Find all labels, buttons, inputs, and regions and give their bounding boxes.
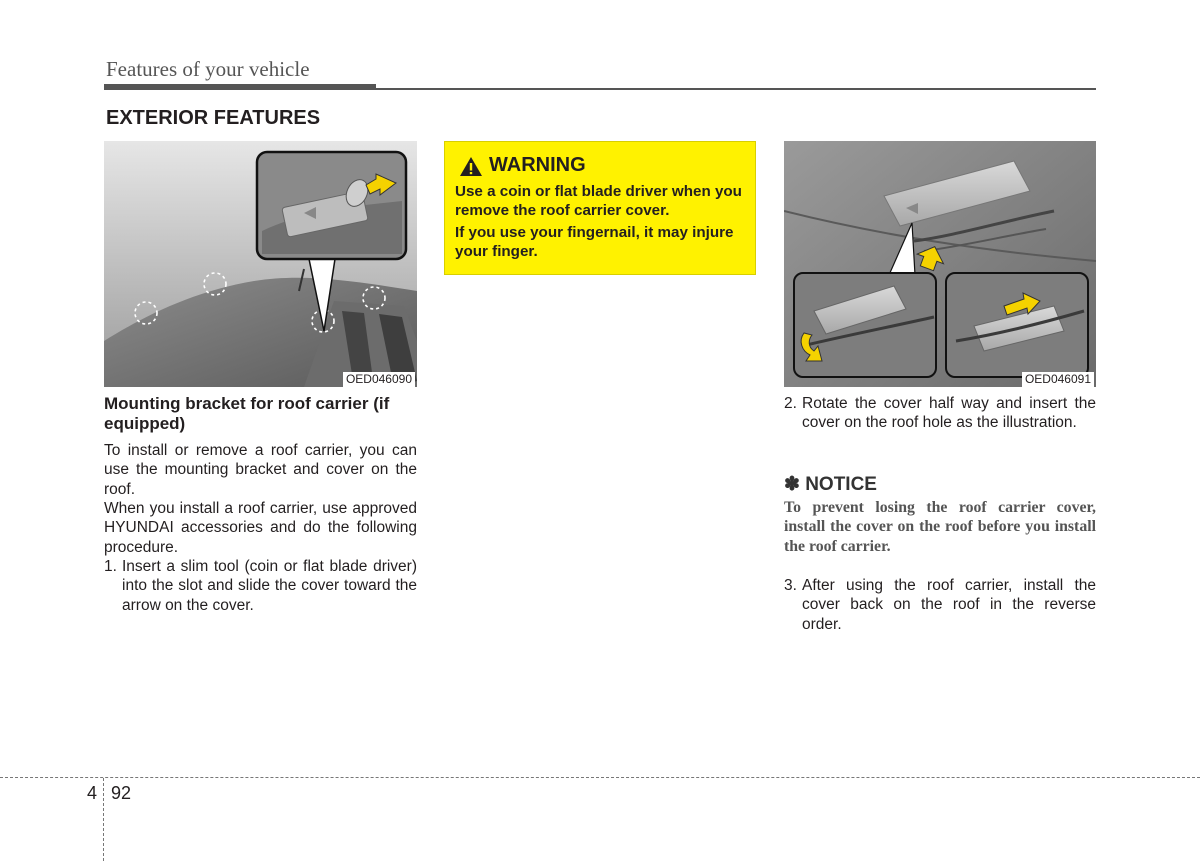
header-rule-thick xyxy=(104,84,376,90)
step-text: Rotate the cover half way and insert the cover on the roof hole as the illustration. xyxy=(802,395,1096,432)
paragraph-intro: To install or remove a roof carrier, you can use the mounting bracket and cover on the roof. xyxy=(104,442,417,498)
step-number: 1. xyxy=(104,558,117,575)
warning-box xyxy=(444,141,756,275)
figure-code: OED046091 xyxy=(1022,372,1094,387)
warning-title: WARNING xyxy=(489,154,586,176)
notice-symbol-icon: ✽ xyxy=(784,474,800,495)
car-roof-illustration xyxy=(104,141,417,387)
section-title: Features of your vehicle xyxy=(106,57,310,81)
roof-carrier-figure-right xyxy=(784,141,1096,387)
header-rule-thin xyxy=(376,88,1096,90)
notice-text: To prevent losing the roof carrier cover, install the cover on the roof before you install the roof carrier. xyxy=(784,499,1096,555)
cover-installation-illustration xyxy=(784,141,1096,387)
step-number: 3. xyxy=(784,577,797,594)
page-heading: EXTERIOR FEATURES xyxy=(106,107,321,129)
roof-carrier-figure-left xyxy=(104,141,417,387)
footer-vertical-divider xyxy=(103,778,104,861)
step-3 xyxy=(784,576,1096,634)
notice-heading xyxy=(784,473,877,496)
paragraph-procedure: When you install a roof carrier, use approved HYUNDAI accessories and do the following procedure. xyxy=(104,500,417,556)
page-number: 92 xyxy=(111,783,132,803)
warning-line-1: Use a coin or flat blade driver when you remove the roof carrier cover. xyxy=(455,183,742,220)
step-text: After using the roof carrier, install the cover back on the roof in the reverse order. xyxy=(802,577,1096,633)
warning-line-2: If you use your fingernail, it may injure your finger. xyxy=(455,224,734,261)
step-text: Insert a slim tool (coin or flat blade driver) into the slot and slide the cover toward the arrow on the cover. xyxy=(122,558,417,614)
step-2 xyxy=(784,394,1096,433)
notice-title: NOTICE xyxy=(805,474,877,495)
step-number: 2. xyxy=(784,395,797,412)
figure-code: OED046090 xyxy=(343,372,415,387)
chapter-number: 4 xyxy=(87,783,98,803)
subheading: Mounting bracket for roof carrier (if equipped) xyxy=(104,394,390,433)
warning-triangle-icon xyxy=(459,156,483,177)
footer-divider xyxy=(0,777,1200,778)
step-1 xyxy=(104,557,417,615)
